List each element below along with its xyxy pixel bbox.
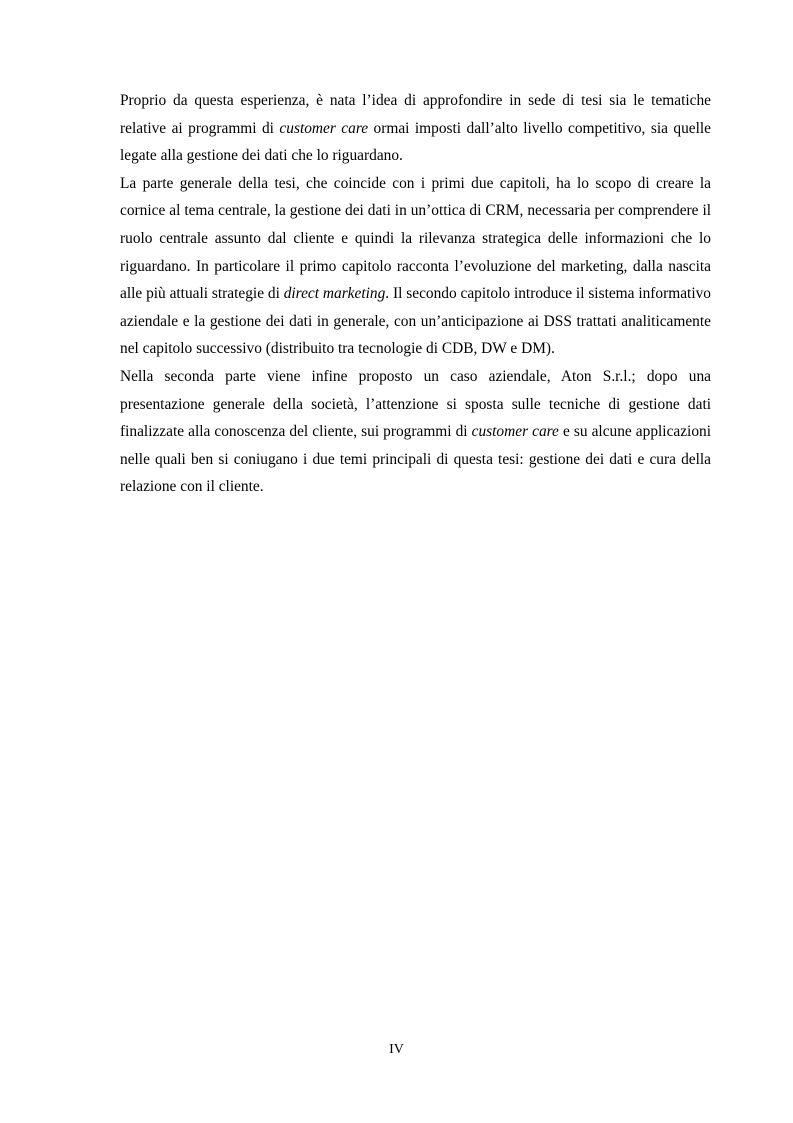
paragraph-2-text-2: . Il secondo capitolo introduce il sistema informativo aziendale e la gestione dei dati in generale, con un’anticipazione ai DSS trattati analiticamente nel capitolo successivo (distribuito tra tecnologie di CDB, DW e DM). [120, 285, 711, 358]
paragraph-2-italic-term: direct marketing [283, 285, 386, 303]
paragraph-3-text-2: e su alcune applicazioni nelle quali ben si coniugano i due temi principali di questa tesi: gestione dei dati e cura della relazione con il cliente. [120, 423, 712, 496]
paragraph-3-italic-term: customer care [471, 423, 559, 441]
paragraph-1-text-2: ormai imposti dall’alto livello competitivo, sia quelle legate alla gestione dei dati che lo riguardano. [120, 119, 711, 165]
paragraph-3-text-1: Nella seconda parte viene infine proposto un caso aziendale, Aton S.r.l.; dopo una presentazione generale della società, l’attenzione si sposta sulle tecniche di gestione dati finalizzate alla conoscenza del cliente, sui programmi di [120, 367, 711, 441]
page-number: IV [389, 1042, 404, 1057]
paragraph-3 [120, 363, 711, 501]
paragraph-1-text-1: Proprio da questa esperienza, è nata l’idea di approfondire in sede di tesi sia le tematiche relative ai programmi di [120, 92, 711, 137]
paragraph-1-italic-term: customer care [279, 119, 369, 137]
paragraph-2 [120, 170, 711, 363]
paragraph-1 [120, 87, 711, 170]
body-text [120, 87, 711, 501]
paragraph-2-text-1: La parte generale della tesi, che coincide con i primi due capitoli, ha lo scopo di creare la cornice al tema centrale, la gestione dei dati in un’ottica di CRM, necessaria per comprendere il ruolo centrale assunto dal cliente e quindi la rilevanza strategica delle informazioni che lo riguardano. In particolare il primo capitolo racconta l’evoluzione del marketing, dalla nascita alle più attuali strategie di [120, 174, 711, 303]
